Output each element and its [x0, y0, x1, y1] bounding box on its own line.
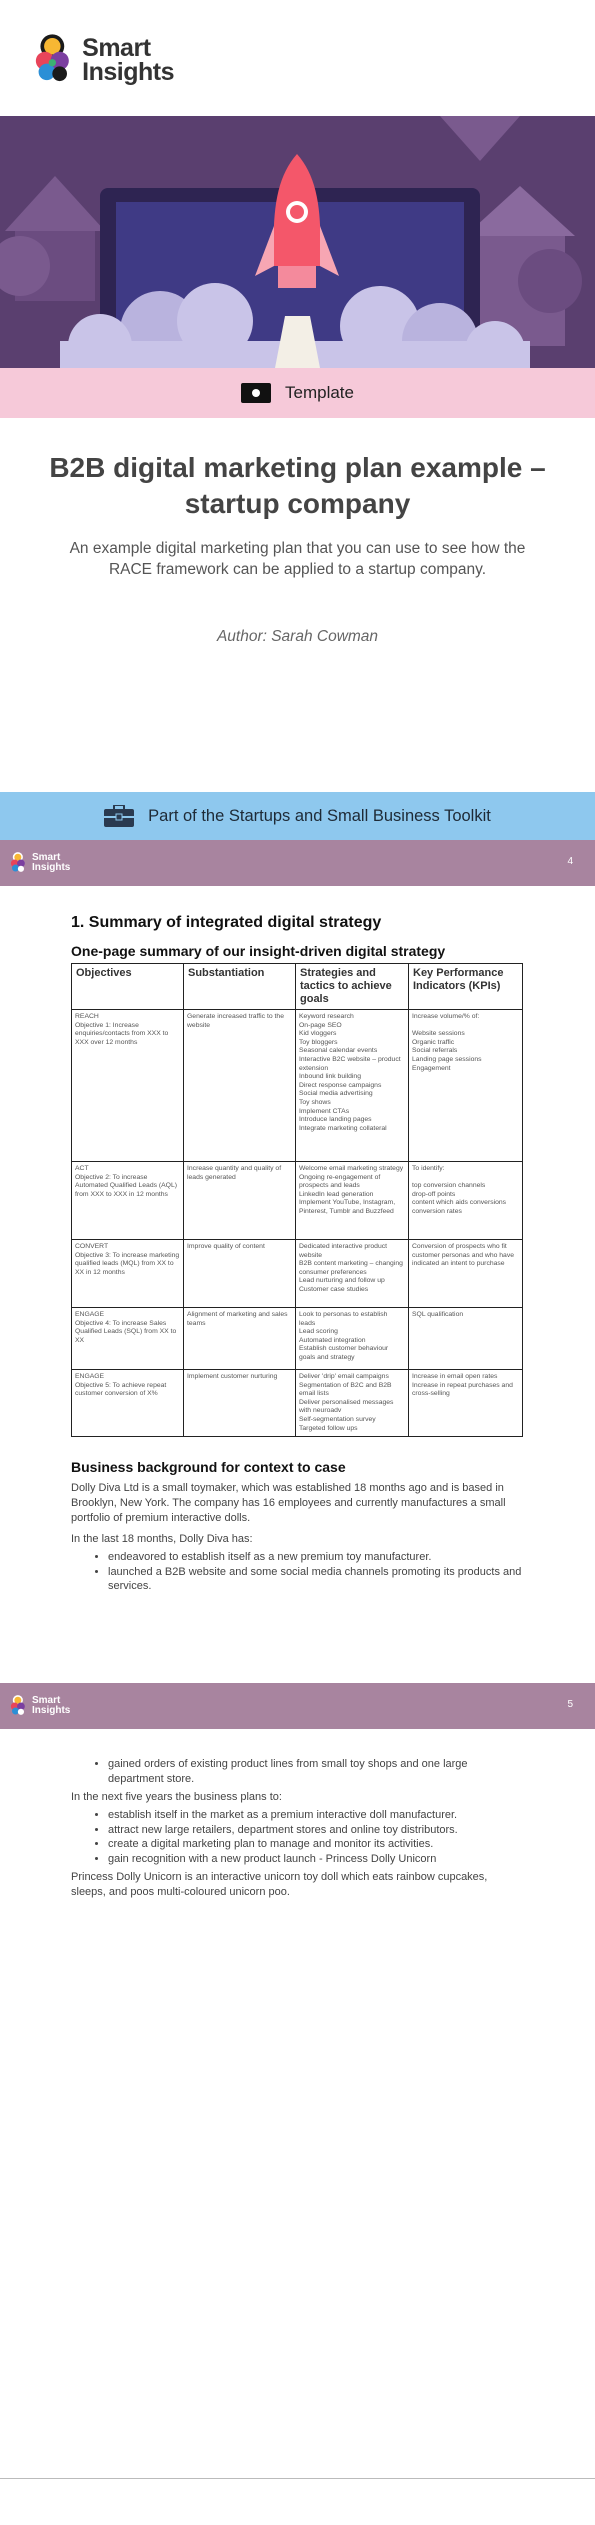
cell-line — [412, 1022, 519, 1031]
cell-line: Establish customer behaviour goals and strategy — [299, 1345, 389, 1361]
cell-line: content which aids conversions — [412, 1199, 507, 1207]
cell-line: Increase in repeat purchases and cross-selling — [412, 1381, 513, 1398]
mini-logo-line-2: Insights — [32, 862, 71, 873]
logo-line-2: Insights — [82, 58, 174, 86]
table-header-cell: Objectives — [72, 964, 184, 1010]
table-cell-strategies — [296, 1010, 409, 1162]
cell-line: Objective 5: To achieve repeat customer conversion of X% — [75, 1381, 167, 1398]
cell-line: SQL qualification — [412, 1311, 464, 1318]
page-number: 5 — [567, 1699, 573, 1710]
smart-insights-logo-icon — [34, 29, 76, 91]
cell-line: Conversion of prospects who fit customer personas and who have indicated an intent to purchase — [412, 1243, 515, 1268]
table-body — [72, 1010, 523, 1437]
plans-bullets — [71, 1808, 525, 1866]
cell-line: Self-segmentation survey — [299, 1415, 376, 1423]
cell-line: Toy bloggers — [299, 1038, 338, 1046]
document-title: B2B digital marketing plan example – startup company — [49, 452, 546, 519]
cell-line: Objective 4: To increase Sales Qualified Leads (SQL) from XX to XX — [75, 1319, 177, 1344]
table-row — [72, 1010, 523, 1162]
cell-line: Implement YouTube, Instagram, Pinterest, Tumblr and Buzzfeed — [299, 1199, 396, 1215]
cell-line: ACT — [75, 1165, 89, 1172]
table-cell-substantiation — [184, 1240, 296, 1308]
page-header-band — [0, 840, 595, 886]
table-cell-strategies — [296, 1240, 409, 1308]
page-number: 4 — [567, 856, 573, 867]
cell-line: Increase quantity and quality of leads generated — [187, 1165, 282, 1181]
table-cell-kpis — [409, 1370, 523, 1437]
background-heading: Business background for context to case — [71, 1459, 346, 1476]
toolkit-label: Part of the Startups and Small Business Toolkit — [148, 806, 491, 825]
mini-logo-wordmark — [32, 1696, 70, 1716]
table-row — [72, 1240, 523, 1308]
cell-line: Implement CTAs — [299, 1107, 350, 1115]
logo-wordmark — [82, 36, 174, 84]
page-4 — [0, 840, 595, 1683]
cell-line: Ongoing re-engagement of prospects and leads — [299, 1173, 381, 1190]
cell-line: Objective 2: To increase Automated Qualified Leads (AQL) from XXX to XXX in 12 months — [75, 1173, 178, 1198]
cell-line: ENGAGE — [75, 1373, 105, 1380]
background-paragraph: Dolly Diva Ltd is a small toymaker, which was established 18 months ago and is based in Brooklyn, New York. The company has 16 employees and currently manufactures a small portfolio of premium interactive dolls. — [71, 1482, 506, 1525]
table-cell-objectives — [72, 1010, 184, 1162]
mini-logo-line-2: Insights — [32, 1705, 71, 1716]
cell-line: Objective 3: To increase marketing qualified leads (MQL) from XX to XX in 12 months — [75, 1251, 180, 1276]
closing-paragraph: Princess Dolly Unicorn is an interactive unicorn toy doll which eats rainbow cupcakes, sleeps, and poos multi-coloured unicorn poo. — [71, 1871, 488, 1898]
mini-logo-line-1: Smart — [32, 1695, 61, 1706]
background-bullets — [71, 1550, 525, 1594]
cell-line: top conversion channels — [412, 1182, 486, 1190]
rocket-launch-illustration — [0, 116, 595, 368]
strategy-summary-table — [71, 963, 523, 1437]
page-5 — [0, 1683, 595, 2479]
cell-line: Deliver personalised messages with neuroadv — [299, 1398, 394, 1415]
list-item: • gained orders of existing product lines from small toy shops and one large department store. — [108, 1757, 525, 1786]
table-cell-objectives — [72, 1240, 184, 1308]
background-intro: In the last 18 months, Dolly Diva has: — [71, 1533, 253, 1546]
page-header-band — [0, 1683, 595, 1729]
table-row — [72, 1370, 523, 1437]
page-4-content — [0, 914, 595, 1594]
toolkit-band[interactable] — [0, 792, 595, 840]
mini-logo-icon — [10, 1694, 28, 1718]
section-heading: 1. Summary of integrated digital strategy — [71, 914, 382, 931]
cell-line: Improve quality of content — [187, 1243, 265, 1250]
table-cell-strategies — [296, 1162, 409, 1240]
table-cell-strategies — [296, 1308, 409, 1370]
table-cell-substantiation — [184, 1308, 296, 1370]
mini-logo-icon — [10, 851, 28, 875]
cell-line: Website sessions — [412, 1030, 465, 1038]
cell-line: Engagement — [412, 1064, 451, 1072]
cell-line: Targeted follow ups — [299, 1424, 358, 1432]
cell-line: Welcome email marketing strategy — [299, 1165, 404, 1172]
cover-page — [0, 0, 595, 840]
list-item: • endeavored to establish itself as a new premium toy manufacturer. — [108, 1550, 525, 1565]
cell-line: B2B content marketing – changing consumer preferences — [299, 1260, 403, 1276]
cell-line: REACH — [75, 1013, 99, 1020]
smart-insights-logo[interactable] — [34, 28, 174, 92]
plans-intro: In the next five years the business plans to: — [71, 1791, 282, 1803]
cell-line: Segmentation of B2C and B2B email lists — [299, 1381, 392, 1398]
table-header-cell: Key Performance Indicators (KPIs) — [409, 964, 523, 1010]
cell-line — [412, 1174, 519, 1183]
template-label: Template — [285, 383, 354, 402]
mini-logo-wordmark — [32, 853, 70, 873]
hero-illustration — [0, 116, 595, 368]
table-cell-substantiation — [184, 1370, 296, 1437]
table-row — [72, 1162, 523, 1240]
mini-logo[interactable] — [10, 1694, 70, 1718]
document-author: Author: Sarah Cowman — [216, 628, 379, 645]
mini-logo[interactable] — [10, 851, 70, 875]
cell-line: Increase volume/% of: — [412, 1013, 480, 1020]
cell-line: Dedicated interactive product website — [299, 1243, 388, 1259]
cell-line: Lead scoring — [299, 1328, 338, 1336]
cell-line: Organic traffic — [412, 1038, 455, 1046]
page-bottom-rule — [0, 2478, 595, 2479]
cell-line: Social media advertising — [299, 1090, 373, 1098]
cell-line: Landing page sessions — [412, 1055, 482, 1063]
cell-line: On-page SEO — [299, 1021, 342, 1029]
cell-line: Keyword research — [299, 1013, 354, 1020]
template-icon — [241, 383, 271, 403]
table-cell-kpis — [409, 1308, 523, 1370]
table-cell-kpis — [409, 1240, 523, 1308]
cell-line: Alignment of marketing and sales teams — [187, 1311, 288, 1327]
cell-line: Direct response campaigns — [299, 1081, 382, 1089]
document-subtitle: An example digital marketing plan that you can use to see how the RACE framework can be applied to a startup company. — [69, 540, 526, 578]
cell-line: Implement customer nurturing — [187, 1373, 278, 1380]
cell-line: Objective 1: Increase enquiries/contacts from XXX to XXX over 12 months — [75, 1021, 169, 1046]
list-item: • gain recognition with a new product launch - Princess Dolly Unicorn — [108, 1852, 525, 1867]
cell-line: Interactive B2C website – product extension — [299, 1055, 401, 1072]
table-row — [72, 1308, 523, 1370]
table-cell-substantiation — [184, 1162, 296, 1240]
logo-line-1: Smart — [82, 34, 151, 62]
cell-line: Inbound link building — [299, 1073, 361, 1081]
cell-line: Customer case studies — [299, 1285, 369, 1293]
cell-line: Introduce landing pages — [299, 1116, 372, 1124]
cell-line: Deliver 'drip' email campaigns — [299, 1373, 389, 1380]
cell-line: conversion rates — [412, 1207, 462, 1215]
cell-line: drop-off points — [412, 1190, 456, 1198]
toolbox-icon — [104, 805, 134, 827]
cell-line: Social referrals — [412, 1047, 458, 1055]
cell-line: Look to personas to establish leads — [299, 1311, 388, 1327]
cell-line: Lead nurturing and follow up — [299, 1277, 385, 1285]
table-cell-kpis — [409, 1162, 523, 1240]
list-item: • create a digital marketing plan to manage and monitor its activities. — [108, 1837, 525, 1852]
table-cell-objectives — [72, 1162, 184, 1240]
list-item: • launched a B2B website and some social media channels promoting its products and services. — [108, 1565, 525, 1594]
table-cell-objectives — [72, 1370, 184, 1437]
cell-line: LinkedIn lead generation — [299, 1190, 374, 1198]
cell-line: Automated integration — [299, 1336, 366, 1344]
cell-line: Integrate marketing collateral — [299, 1124, 387, 1132]
cell-line: Increase in email open rates — [412, 1373, 498, 1380]
background-bullets-continued — [71, 1757, 525, 1786]
page-5-content — [0, 1757, 595, 1900]
table-cell-strategies — [296, 1370, 409, 1437]
cell-line: Toy shows — [299, 1098, 331, 1106]
table-header-row — [72, 964, 523, 1010]
cell-line: To identify: — [412, 1165, 445, 1172]
cell-line: Seasonal calendar events — [299, 1047, 378, 1055]
list-item: • attract new large retailers, department stores and online toy distributors. — [108, 1823, 525, 1838]
table-cell-substantiation — [184, 1010, 296, 1162]
template-band — [0, 368, 595, 418]
list-item: • establish itself in the market as a premium interactive doll manufacturer. — [108, 1808, 525, 1823]
table-header-cell: Substantiation — [184, 964, 296, 1010]
table-cell-kpis — [409, 1010, 523, 1162]
mini-logo-line-1: Smart — [32, 852, 61, 863]
cell-line: CONVERT — [75, 1243, 109, 1250]
table-header-cell: Strategies and tactics to achieve goals — [296, 964, 409, 1010]
cell-line: Generate increased traffic to the website — [187, 1013, 284, 1029]
table-cell-objectives — [72, 1308, 184, 1370]
cell-line: ENGAGE — [75, 1311, 105, 1318]
cell-line: Kid vloggers — [299, 1030, 337, 1038]
section-subheading: One-page summary of our insight-driven digital strategy — [71, 943, 446, 959]
